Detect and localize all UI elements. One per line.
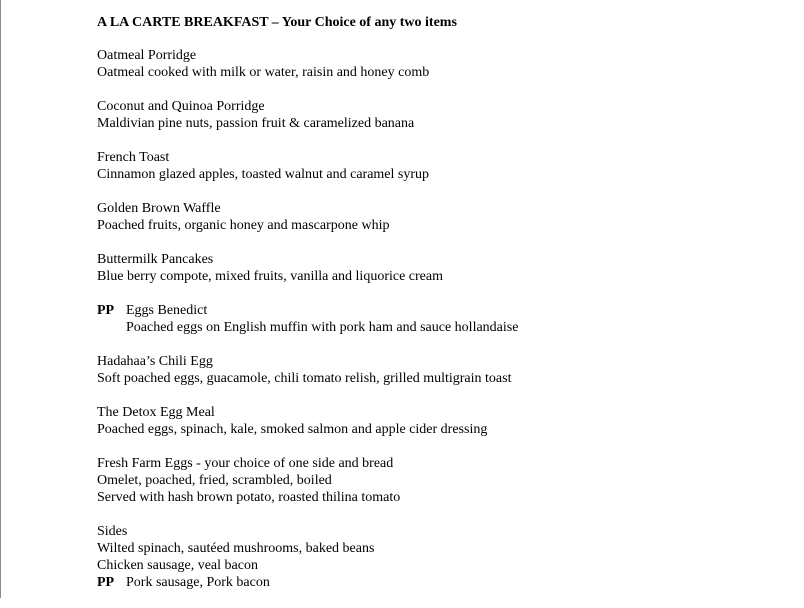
menu-item-fresh-farm-eggs xyxy=(97,455,787,506)
sides-pp-line xyxy=(97,574,787,591)
menu-item-name: Fresh Farm Eggs - your choice of one side and bread xyxy=(97,456,394,471)
menu-item-name: Oatmeal Porridge xyxy=(97,48,197,63)
menu-sides xyxy=(97,523,787,591)
pork-product-tag: PP xyxy=(97,575,115,590)
menu-item-description: Blue berry compote, mixed fruits, vanilla and liquorice cream xyxy=(97,269,443,284)
sides-line: Pork sausage, Pork bacon xyxy=(126,575,270,590)
menu-item-description: Cinnamon glazed apples, toasted walnut and caramel syrup xyxy=(97,167,430,182)
sides-line: Chicken sausage, veal bacon xyxy=(97,558,258,573)
menu-item-name: The Detox Egg Meal xyxy=(97,405,215,420)
menu-item-description-extra: Served with hash brown potato, roasted thilina tomato xyxy=(97,490,401,505)
menu-item-name: Golden Brown Waffle xyxy=(97,201,221,216)
menu-item-description: Soft poached eggs, guacamole, chili tomato relish, grilled multigrain toast xyxy=(97,371,512,386)
menu-item-name: Coconut and Quinoa Porridge xyxy=(97,99,265,114)
menu-item-french-toast xyxy=(97,149,787,183)
menu-item-name: Eggs Benedict xyxy=(126,303,208,318)
page-left-border xyxy=(0,0,1,598)
menu-item-eggs-benedict xyxy=(97,302,787,336)
menu-item-oatmeal-porridge xyxy=(97,47,787,81)
menu-item-description: Poached eggs, spinach, kale, smoked salmon and apple cider dressing xyxy=(97,422,488,437)
sides-line: Wilted spinach, sautéed mushrooms, baked beans xyxy=(97,541,375,556)
menu-item-description: Poached eggs on English muffin with pork ham and sauce hollandaise xyxy=(126,320,519,335)
menu-title: A LA CARTE BREAKFAST – Your Choice of any two items xyxy=(97,15,457,30)
menu-document xyxy=(97,14,787,608)
menu-item-name-row xyxy=(97,302,787,319)
menu-item-buttermilk-pancakes xyxy=(97,251,787,285)
pork-product-tag: PP xyxy=(97,303,115,318)
menu-item-description: Omelet, poached, fried, scrambled, boiled xyxy=(97,473,332,488)
menu-item-description: Oatmeal cooked with milk or water, raisin and honey comb xyxy=(97,65,430,80)
menu-item-description: Maldivian pine nuts, passion fruit & caramelized banana xyxy=(97,116,415,131)
menu-item-detox-egg-meal xyxy=(97,404,787,438)
menu-item-chili-egg xyxy=(97,353,787,387)
menu-item-golden-brown-waffle xyxy=(97,200,787,234)
menu-item-name: French Toast xyxy=(97,150,170,165)
menu-item-name: Hadahaa’s Chili Egg xyxy=(97,354,213,369)
menu-item-name: Buttermilk Pancakes xyxy=(97,252,214,267)
menu-item-coconut-quinoa-porridge xyxy=(97,98,787,132)
menu-item-description: Poached fruits, organic honey and mascarpone whip xyxy=(97,218,390,233)
sides-heading: Sides xyxy=(97,524,128,539)
